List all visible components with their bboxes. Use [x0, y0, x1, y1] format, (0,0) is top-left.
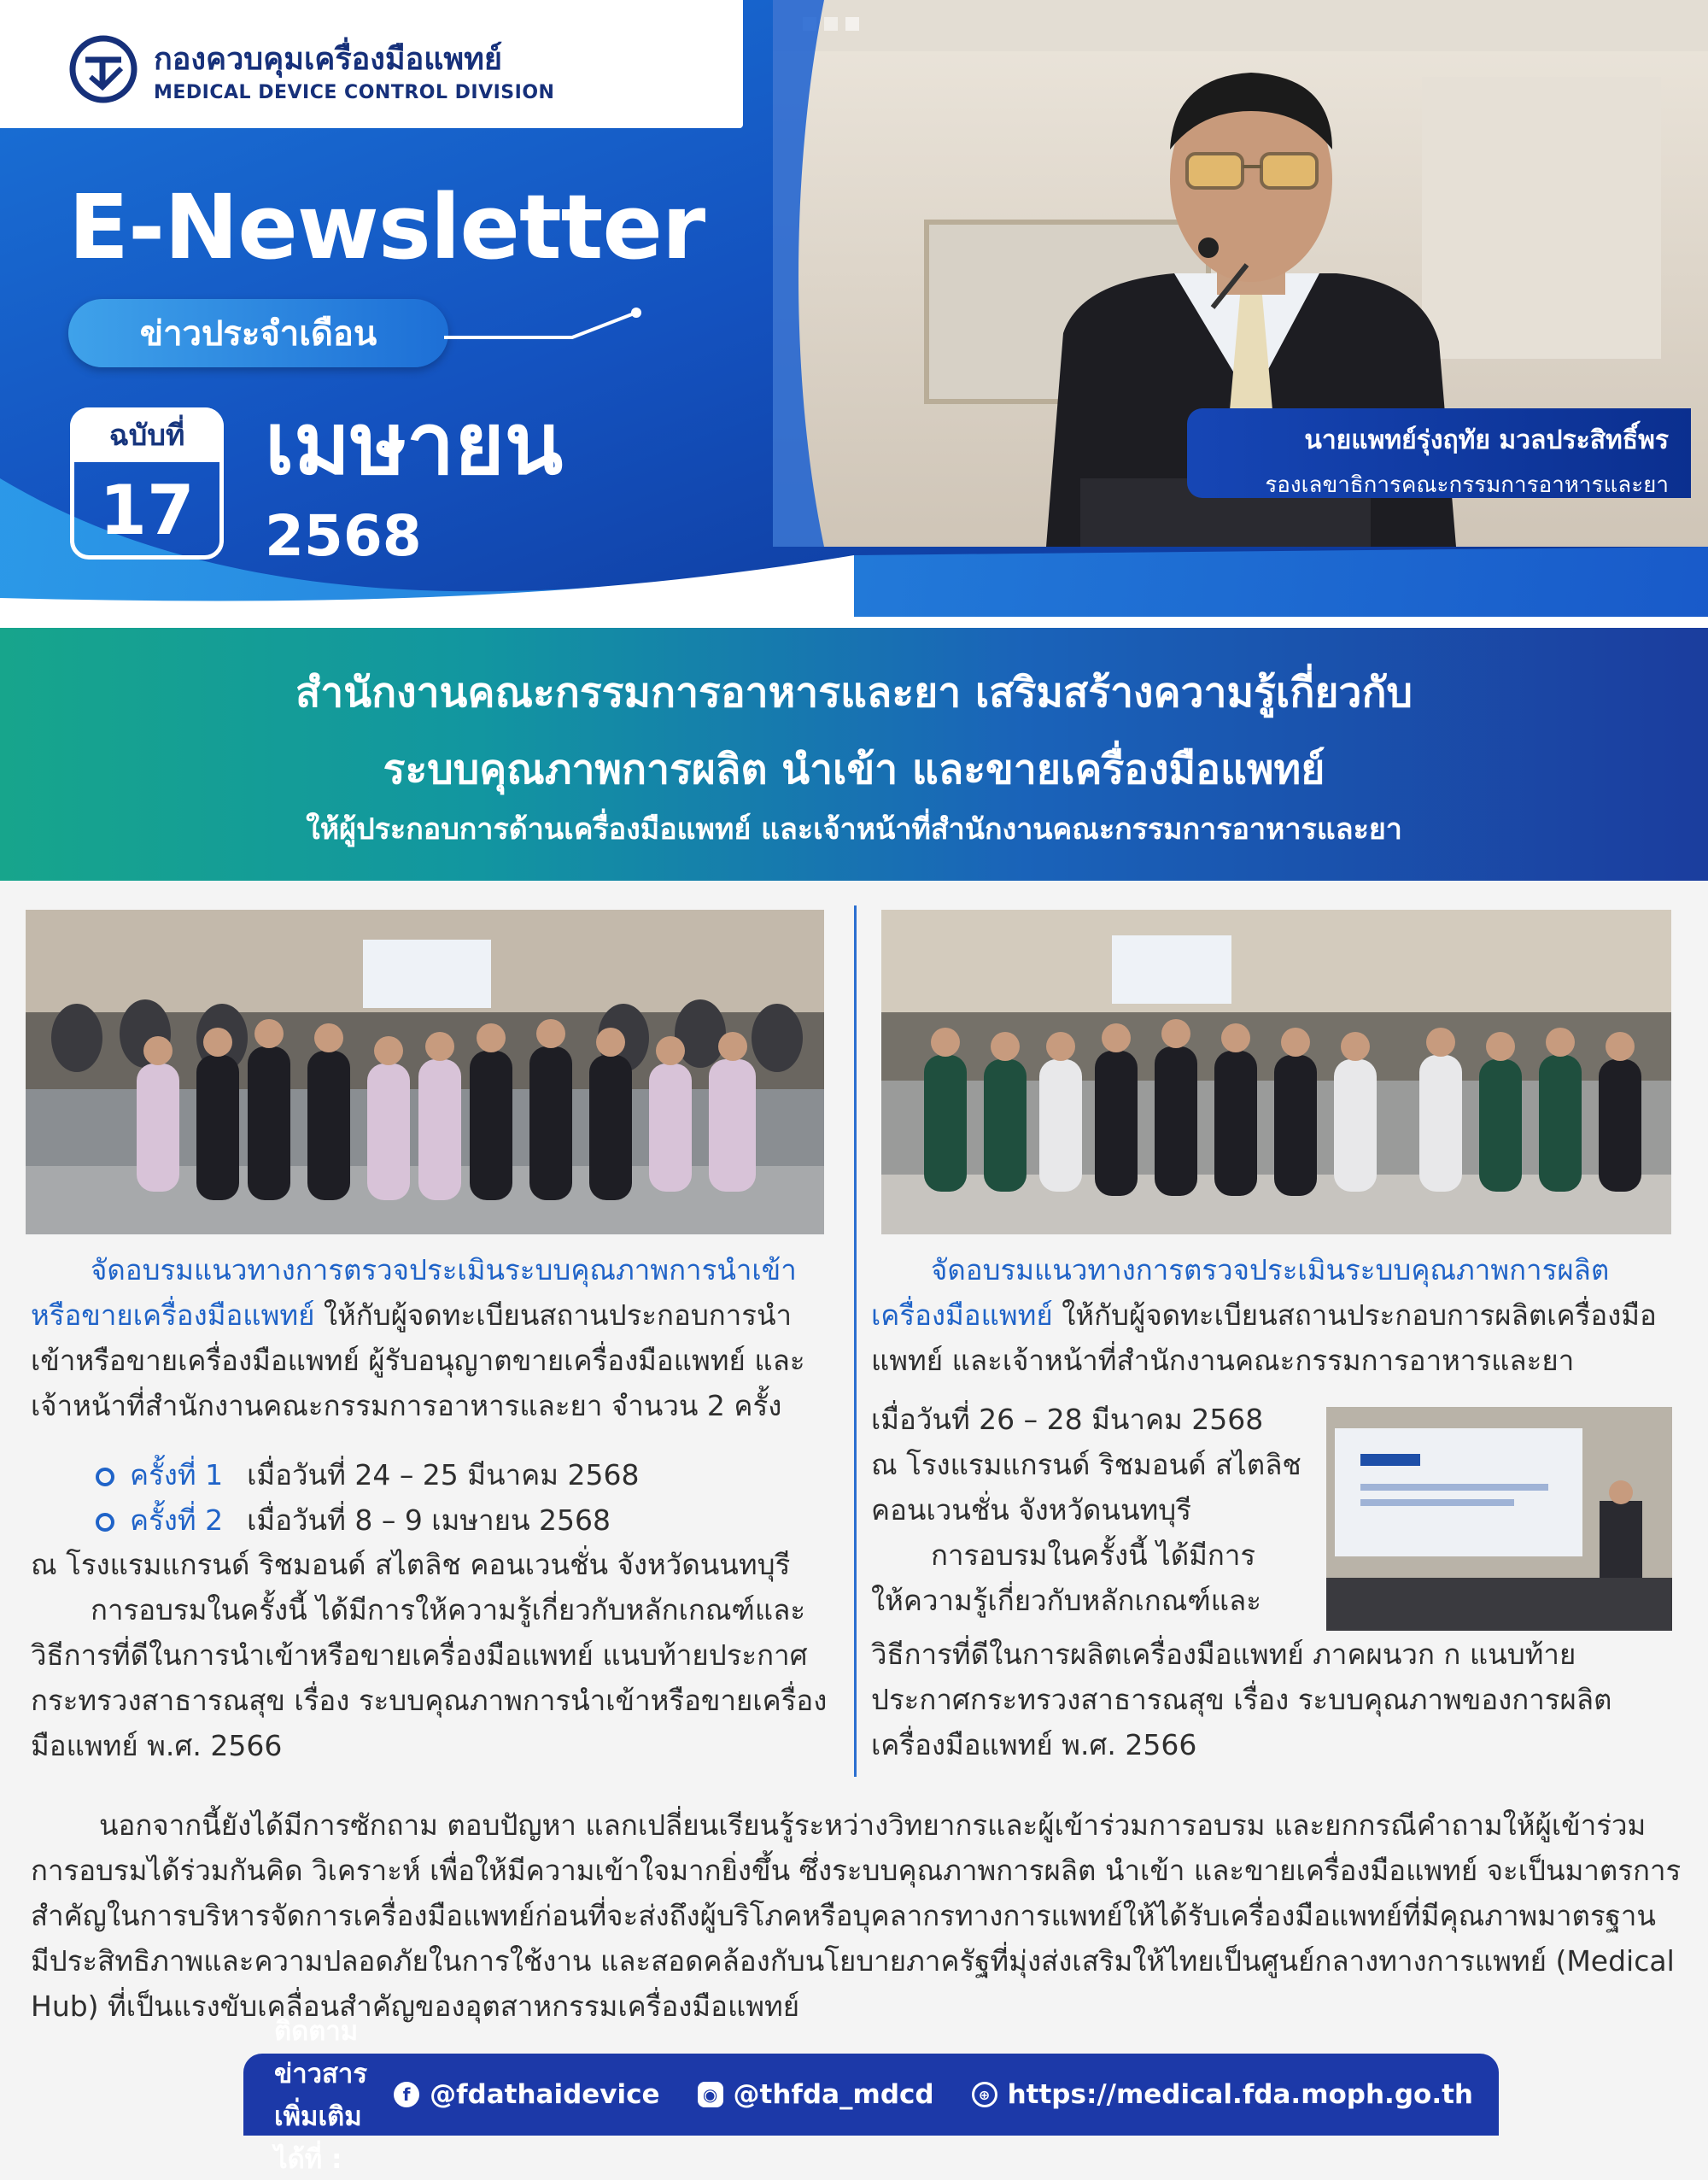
- group-photo-image: [881, 910, 1671, 1234]
- right-paragraph-1-text: ให้กับผู้จดทะเบียนสถานประกอบการผลิตเครื่องมือแพทย์ และเจ้าหน้าที่สำนักงานคณะกรรมการอาหารและยา: [871, 1298, 1657, 1377]
- website-url: https://medical.fda.moph.go.th: [1007, 2079, 1473, 2110]
- line-handle: @thfda_mdcd: [733, 2079, 934, 2110]
- facebook-handle: @fdathaidevice: [430, 2079, 660, 2110]
- headline-line-1: สำนักงานคณะกรรมการอาหารและยา เสริมสร้างความรู้เกี่ยวกับ: [295, 669, 1413, 717]
- bullet-circle-icon: [96, 1468, 114, 1486]
- column-divider: [854, 905, 857, 1777]
- website-link[interactable]: [972, 2079, 1473, 2110]
- bullet-1-date: เมื่อวันที่ 24 – 25 มีนาคม 2568: [247, 1458, 640, 1491]
- right-paragraph-1: [871, 1247, 1674, 1383]
- left-paragraph-2-text: การอบรมในครั้งนี้ ได้มีการให้ความรู้เกี่ยวกับหลักเกณฑ์และวิธีการที่ดีในการนำเข้าหรือขายเครื่องมือแพทย์ แนบท้ายประกาศกระทรวงสาธารณสุข เรื่อง ระบบคุณภาพการนำเข้าหรือขายเครื่องมือแพทย์ พ.ศ. 2566: [31, 1593, 828, 1762]
- left-paragraph-1: [31, 1247, 829, 1428]
- mdcd-logo-icon: [68, 34, 138, 104]
- left-paragraph-1-text: ให้กับผู้จดทะเบียนสถานประกอบการนำเข้าหรือขายเครื่องมือแพทย์ ผู้รับอนุญาตขายเครื่องมือแพทย์ และเจ้าหน้าที่สำนักงานคณะกรรมการอาหารและยา จำนวน 2 ครั้ง: [31, 1298, 805, 1422]
- newsletter-header: [0, 0, 1708, 628]
- left-paragraph-2: [31, 1587, 829, 1768]
- right-paragraph-2-line-2: ให้ความรู้เกี่ยวกับหลักเกณฑ์และ: [871, 1584, 1261, 1617]
- line-link[interactable]: [698, 2079, 934, 2110]
- logo-area: [0, 0, 743, 128]
- left-group-photo: [26, 910, 824, 1234]
- right-paragraph-2-line-5: เครื่องมือแพทย์ พ.ศ. 2566: [871, 1728, 1197, 1761]
- summary-paragraph: [31, 1802, 1683, 2029]
- bullet-1-label: ครั้งที่ 1: [130, 1458, 224, 1491]
- right-venue-2: คอนเวนชั่น จังหวัดนนทบุรี: [871, 1493, 1191, 1527]
- footer-lead: ติดตามข่าวสารเพิ่มเติมได้ที่ :: [274, 2016, 367, 2175]
- bullet-2-label: ครั้งที่ 2: [130, 1503, 224, 1537]
- issue-box: [70, 407, 224, 560]
- right-paragraph-2-line-1: การอบรมในครั้งนี้ ได้มีการ: [931, 1538, 1256, 1572]
- speaker-name: นายแพทย์รุ่งฤทัย มวลประสิทธิ์พร: [1304, 425, 1669, 455]
- line-icon: ◉: [698, 2082, 723, 2107]
- left-venue: ณ โรงแรมแกรนด์ ริชมอนด์ สไตลิช คอนเวนชั่น จังหวัดนนทบุรี: [31, 1548, 791, 1581]
- newsletter-title: E-Newsletter: [68, 175, 705, 279]
- decorative-line: [444, 308, 649, 342]
- summary-text: นอกจากนี้ยังได้มีการซักถาม ตอบปัญหา แลกเปลี่ยนเรียนรู้ระหว่างวิทยากรและผู้เข้าร่วมการอบรม และยกกรณีคำถามให้ผู้เข้าร่วมการอบรมได้ร่วมกันคิด วิเคราะห์ เพื่อให้มีความเข้าใจมากยิ่งขึ้น ซึ่งระบบคุณภาพการผลิต นำเข้า และขายเครื่องมือแพทย์ จะเป็นมาตรการสำคัญในการบริหารจัดการเครื่องมือแพทย์ก่อนที่จะส่งถึงผู้บริโภคหรือบุคลากรทางการแพทย์ให้ได้รับเครื่องมือแพทย์ที่มีคุณภาพมาตรฐาน มีประสิทธิภาพและความปลอดภัยในการใช้งาน และสอดคล้องกับนโยบายภาครัฐที่มุ่งส่งเสริมให้ไทยเป็นศูนย์กลางทางการแพทย์ (Medical Hub) ที่เป็นแรงขับเคลื่อนสำคัญของอุตสาหกรรมเครื่องมือแพทย์: [31, 1808, 1682, 2023]
- facebook-link[interactable]: [394, 2079, 659, 2110]
- left-training-title: จัดอบรมแนวทางการตรวจประเมินระบบคุณภาพการนำเข้าหรือขายเครื่องมือแพทย์: [31, 1253, 797, 1332]
- bullet-2-date: เมื่อวันที่ 8 – 9 เมษายน 2568: [247, 1503, 611, 1537]
- issue-label: ฉบับที่: [70, 407, 224, 462]
- right-venue-1: ณ โรงแรมแกรนด์ ริชมอนด์ สไตลิช: [871, 1448, 1301, 1481]
- right-paragraph-2-line-3: วิธีการที่ดีในการผลิตเครื่องมือแพทย์ ภาคผนวก ก แนบท้าย: [871, 1638, 1576, 1671]
- headline-band: [0, 628, 1708, 881]
- bullet-circle-icon: [96, 1513, 114, 1532]
- speaker-caption: [1187, 408, 1691, 498]
- footer-bar: [243, 2016, 1499, 2175]
- globe-icon: ⊕: [972, 2082, 997, 2107]
- right-training-title: จัดอบรมแนวทางการตรวจประเมินระบบคุณภาพการผลิตเครื่องมือแพทย์: [871, 1253, 1610, 1332]
- right-lecture-photo: [1326, 1407, 1672, 1631]
- division-name-thai: กองควบคุมเครื่องมือแพทย์: [154, 42, 502, 77]
- group-photo-image: [26, 910, 824, 1234]
- right-paragraph-2-line-4: ประกาศกระทรวงสาธารณสุข เรื่อง ระบบคุณภาพของการผลิต: [871, 1683, 1612, 1716]
- issue-number: 17: [99, 470, 195, 550]
- headline-line-2: ระบบคุณภาพการผลิต นำเข้า และขายเครื่องมือแพทย์: [383, 746, 1325, 794]
- facebook-icon: f: [394, 2082, 419, 2107]
- division-name-english: MEDICAL DEVICE CONTROL DIVISION: [154, 82, 555, 103]
- issue-year: 2568: [265, 503, 422, 569]
- issue-month: เมษายน: [265, 394, 564, 494]
- left-bullet-1: [96, 1452, 639, 1497]
- right-date: เมื่อวันที่ 26 – 28 มีนาคม 2568: [871, 1403, 1264, 1436]
- right-group-photo: [881, 910, 1671, 1234]
- left-bullet-2: [96, 1497, 611, 1543]
- headline-subtitle: ให้ผู้ประกอบการด้านเครื่องมือแพทย์ และเจ้าหน้าที่สำนักงานคณะกรรมการอาหารและยา: [306, 812, 1402, 847]
- monthly-news-pill: ข่าวประจำเดือน: [68, 299, 448, 367]
- speaker-role: รองเลขาธิการคณะกรรมการอาหารและยา: [1265, 472, 1669, 498]
- lecture-photo-image: [1326, 1407, 1672, 1631]
